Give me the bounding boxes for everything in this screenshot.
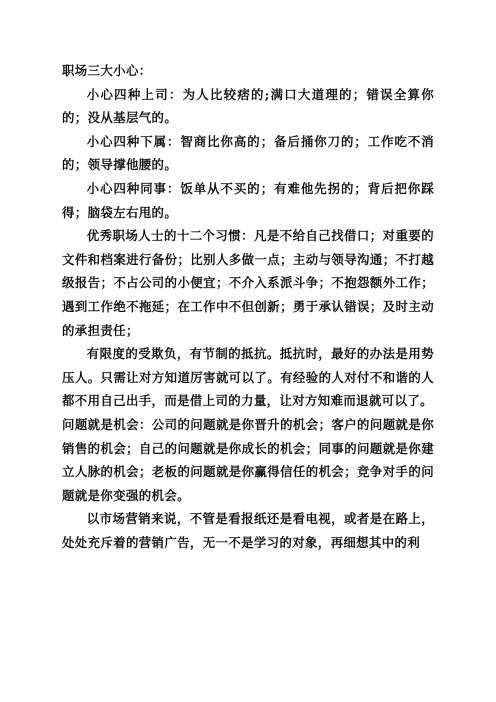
paragraph-bosses: 小心四种上司：为人比较痞的;满口大道理的；错误全算你的；没从基层气的。 bbox=[62, 86, 434, 126]
document-body bbox=[62, 59, 434, 554]
paragraph-limited-resistance: 有限度的受欺负，有节制的抵抗。抵抗时，最好的办法是用势压人。只需让对方知道厉害就可以了。有经验的人对付不和谐的人都不用自己出手，而是借上司的力量，让对方知难而退就可以了。 bbox=[62, 346, 434, 409]
document-title: 职场三大小心： bbox=[62, 63, 152, 78]
paragraph-marketing: 以市场营销来说，不管是看报纸还是看电视，或者是在路上，处处充斥着的营销广告，无一不是学习的对象，再细想其中的利 bbox=[62, 511, 434, 550]
paragraph-twelve-habits: 优秀职场人士的十二个习惯：凡是不给自己找借口；对重要的文件和档案进行备份；比别人多做一点；主动与领导沟通；不打越级报告；不占公司的小便宜；不介入系派斗争；不抱怨额外工作；遇到工作绝不拖延；在工作中不但创新；勇于承认错误；及时主动的承担责任； bbox=[62, 228, 434, 338]
paragraph-subordinates: 小心四种下属：智商比你高的；备后捅你刀的；工作吃不消的；领导撑他腰的。 bbox=[62, 133, 434, 173]
paragraph-colleagues: 小心四种同事：饭单从不买的；有难他先拐的；背后把你踩得；脑袋左右甩的。 bbox=[62, 180, 434, 220]
paragraph-problems-are-opportunities: 问题就是机会：公司的问题就是你晋升的机会；客户的问题就是你销售的机会；自己的问题就是你成长的机会；同事的问题就是你建立人脉的机会；老板的问题就是你赢得信任的机会；竞争对手的问题就是你变强的机会。 bbox=[62, 416, 434, 503]
